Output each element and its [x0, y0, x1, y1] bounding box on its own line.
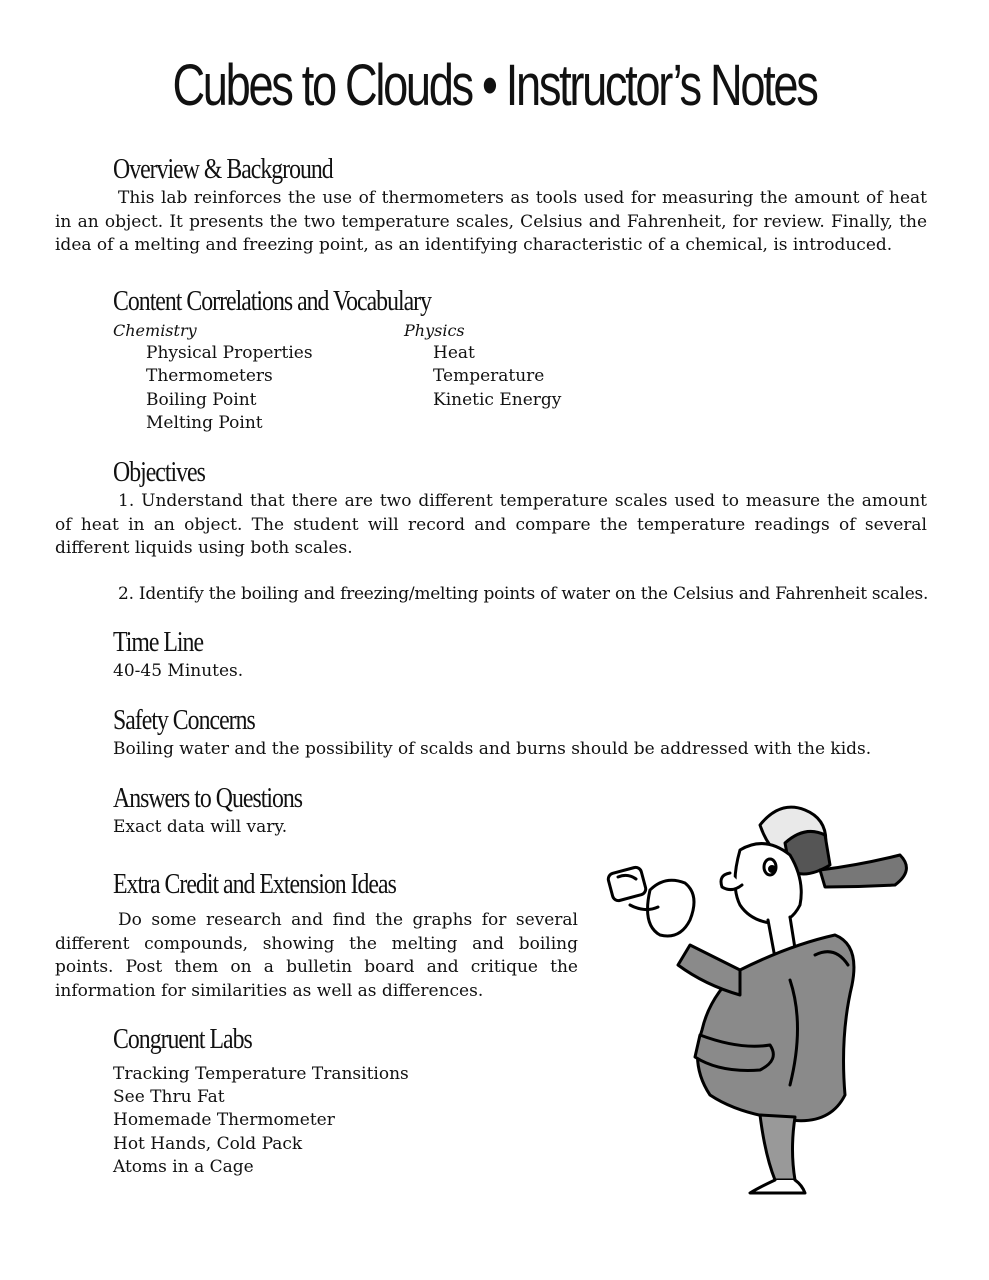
list-item: Thermometers	[146, 366, 273, 387]
list-item: Boiling Point	[146, 389, 257, 410]
timeline-heading: Time Line	[113, 626, 204, 658]
list-item: Physical Properties	[146, 343, 313, 363]
safety-text: Boiling water and the possibility of scalds and burns should be addressed with the kids.	[113, 739, 872, 759]
list-item: Hot Hands, Cold Pack	[113, 1133, 303, 1154]
list-item: Melting Point	[146, 412, 263, 433]
congruent-heading: Congruent Labs	[113, 1023, 252, 1055]
safety-heading: Safety Concerns	[113, 704, 255, 736]
list-item: Kinetic Energy	[433, 389, 562, 410]
list-item: Tracking Temperature Transitions	[113, 1064, 409, 1084]
overview-heading: Overview & Background	[113, 153, 333, 185]
chemistry-label: Chemistry	[113, 321, 197, 340]
list-item: Atoms in a Cage	[113, 1156, 254, 1177]
objective-2: 2. Identify the boiling and freezing/melting points of water on the Celsius and Fahrenheit scales.	[118, 584, 929, 604]
list-item: See Thru Fat	[113, 1087, 225, 1108]
chemistry-list	[146, 342, 313, 435]
answers-text: Exact data will vary.	[113, 817, 288, 837]
list-item: Homemade Thermometer	[113, 1110, 335, 1131]
content-heading: Content Correlations and Vocabulary	[113, 285, 432, 317]
extra-heading: Extra Credit and Extension Ideas	[113, 868, 396, 900]
physics-list	[433, 342, 561, 412]
physics-label: Physics	[404, 321, 465, 340]
list-item: Temperature	[433, 366, 545, 387]
timeline-text: 40-45 Minutes.	[113, 661, 244, 681]
answers-heading: Answers to Questions	[113, 782, 303, 814]
page-title: Cubes to Clouds • Instructor’s Notes	[172, 53, 817, 118]
objectives-heading: Objectives	[113, 456, 205, 488]
cartoon-illustration	[590, 795, 930, 1195]
objective-1: 1. Understand that there are two different temperature scales used to measure the amount of heat in an object. The student will record and compare the temperature readings of several different liquids using both scales.	[55, 491, 927, 558]
extra-text: Do some research and find the graphs for several different compounds, showing the melting and boiling points. Post them on a bulletin board and critique the information for similarities as well as differences.	[55, 910, 578, 1001]
overview-text: This lab reinforces the use of thermometers as tools used for measuring the amount of heat in an object. It presents the two temperature scales, Celsius and Fahrenheit, for review. Finally, the idea of a melting and freezing point, as an identifying characteristic of a chemical, is introduced.	[55, 188, 927, 255]
list-item: Heat	[433, 343, 475, 363]
congruent-list	[113, 1063, 409, 1179]
